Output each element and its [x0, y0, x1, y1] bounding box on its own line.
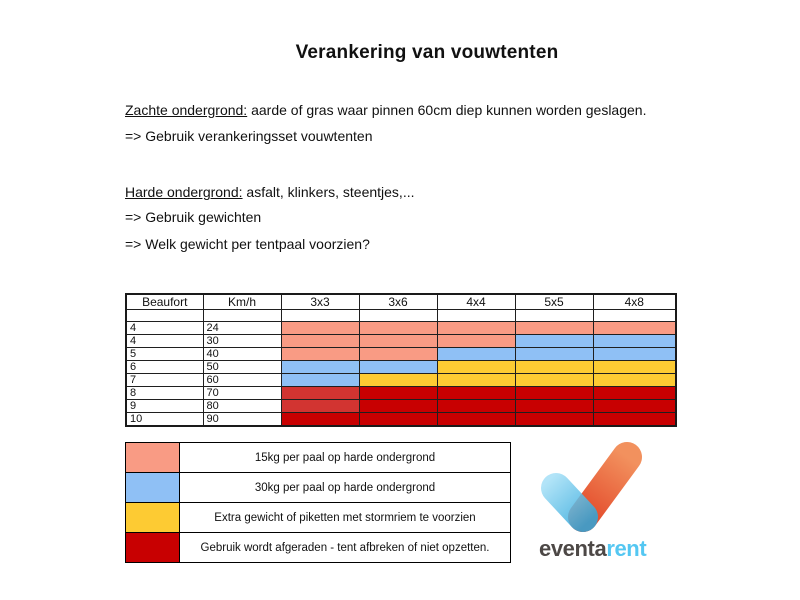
- hard-ground-line: [125, 184, 415, 200]
- salmon-risk-cell: [593, 322, 676, 335]
- yellow-risk-cell: [593, 374, 676, 387]
- value-cell: 80: [203, 400, 281, 413]
- table-row: [126, 310, 676, 322]
- legend-row: [126, 473, 511, 503]
- value-cell: 60: [203, 374, 281, 387]
- wind-weight-table: [125, 293, 677, 427]
- legend-row: [126, 533, 511, 563]
- yellow-risk-cell: [593, 361, 676, 374]
- legend-row: [126, 503, 511, 533]
- salmon-swatch: [126, 443, 180, 473]
- blue-risk-cell: [515, 348, 593, 361]
- table-row: [126, 413, 676, 427]
- logo-wordmark: [539, 536, 646, 562]
- red-risk-cell: [359, 400, 437, 413]
- salmon-risk-cell: [359, 322, 437, 335]
- blue-risk-cell: [281, 361, 359, 374]
- red-risk-cell: [437, 413, 515, 427]
- salmon-risk-cell: [359, 348, 437, 361]
- red-risk-cell: [359, 413, 437, 427]
- column-header: Km/h: [203, 294, 281, 310]
- value-cell: 30: [203, 335, 281, 348]
- table-row: [126, 322, 676, 335]
- page-title: Verankering van vouwtenten: [295, 42, 559, 63]
- table-row: [126, 361, 676, 374]
- value-cell: 7: [126, 374, 203, 387]
- red-risk-cell: [515, 413, 593, 427]
- yellow-risk-cell: [515, 374, 593, 387]
- column-header: Beaufort: [126, 294, 203, 310]
- yellow-risk-cell: [515, 361, 593, 374]
- salmon-risk-cell: [359, 335, 437, 348]
- empty-cell: [359, 310, 437, 322]
- value-cell: 4: [126, 335, 203, 348]
- wind-table-header-row: [126, 294, 676, 310]
- v-check-icon: [533, 430, 683, 535]
- value-cell: 90: [203, 413, 281, 427]
- column-header: 4x8: [593, 294, 676, 310]
- red-risk-cell: [515, 400, 593, 413]
- salmon-risk-cell: [515, 322, 593, 335]
- salmon-risk-cell: [281, 322, 359, 335]
- blue-swatch: [126, 473, 180, 503]
- hard-ground-action-1: => Gebruik gewichten: [125, 209, 262, 225]
- eventarent-logo: [533, 430, 683, 580]
- legend-label: 30kg per paal op harde ondergrond: [180, 473, 511, 503]
- red-risk-cell: [593, 400, 676, 413]
- legend-row: [126, 443, 511, 473]
- value-cell: 70: [203, 387, 281, 400]
- red-risk-cell: [281, 413, 359, 427]
- value-cell: 4: [126, 322, 203, 335]
- yellow-swatch: [126, 503, 180, 533]
- red-risk-cell: [593, 413, 676, 427]
- red-risk-cell: [515, 387, 593, 400]
- salmon-risk-cell: [437, 335, 515, 348]
- value-cell: 24: [203, 322, 281, 335]
- table-row: [126, 387, 676, 400]
- color-legend: [125, 442, 511, 563]
- legend-label: 15kg per paal op harde ondergrond: [180, 443, 511, 473]
- lightred-risk-cell: [281, 400, 359, 413]
- value-cell: 40: [203, 348, 281, 361]
- column-header: 3x3: [281, 294, 359, 310]
- yellow-risk-cell: [437, 361, 515, 374]
- blue-risk-cell: [593, 335, 676, 348]
- column-header: 4x4: [437, 294, 515, 310]
- soft-ground-heading: Zachte ondergrond:: [125, 102, 248, 118]
- value-cell: 9: [126, 400, 203, 413]
- salmon-risk-cell: [281, 335, 359, 348]
- column-header: 5x5: [515, 294, 593, 310]
- value-cell: 8: [126, 387, 203, 400]
- salmon-risk-cell: [281, 348, 359, 361]
- red-risk-cell: [359, 387, 437, 400]
- empty-cell: [593, 310, 676, 322]
- value-cell: 50: [203, 361, 281, 374]
- lightred-risk-cell: [281, 387, 359, 400]
- soft-ground-action: => Gebruik verankeringsset vouwtenten: [125, 128, 373, 144]
- table-row: [126, 374, 676, 387]
- wind-table-body: [126, 310, 676, 427]
- empty-cell: [437, 310, 515, 322]
- empty-cell: [203, 310, 281, 322]
- hard-ground-action-2: => Welk gewicht per tentpaal voorzien?: [125, 236, 370, 252]
- legend-label: Extra gewicht of piketten met stormriem te voorzien: [180, 503, 511, 533]
- empty-cell: [281, 310, 359, 322]
- logo-word-eventa: eventa: [539, 536, 607, 561]
- empty-cell: [515, 310, 593, 322]
- table-row: [126, 335, 676, 348]
- legend-body: [126, 443, 511, 563]
- hard-ground-description: asfalt, klinkers, steentjes,...: [242, 184, 415, 200]
- red-risk-cell: [437, 387, 515, 400]
- hard-ground-heading: Harde ondergrond:: [125, 184, 243, 200]
- yellow-risk-cell: [437, 374, 515, 387]
- value-cell: 5: [126, 348, 203, 361]
- yellow-risk-cell: [359, 374, 437, 387]
- salmon-risk-cell: [437, 322, 515, 335]
- blue-risk-cell: [593, 348, 676, 361]
- soft-ground-description: aarde of gras waar pinnen 60cm diep kunnen worden geslagen.: [247, 102, 647, 118]
- blue-risk-cell: [359, 361, 437, 374]
- blue-risk-cell: [281, 374, 359, 387]
- legend-label: Gebruik wordt afgeraden - tent afbreken of niet opzetten.: [180, 533, 511, 563]
- value-cell: 10: [126, 413, 203, 427]
- red-risk-cell: [437, 400, 515, 413]
- blue-risk-cell: [437, 348, 515, 361]
- logo-word-rent: rent: [606, 536, 647, 561]
- blue-risk-cell: [515, 335, 593, 348]
- table-row: [126, 400, 676, 413]
- table-row: [126, 348, 676, 361]
- empty-cell: [126, 310, 203, 322]
- red-swatch: [126, 533, 180, 563]
- red-risk-cell: [593, 387, 676, 400]
- column-header: 3x6: [359, 294, 437, 310]
- soft-ground-line: [125, 102, 646, 118]
- value-cell: 6: [126, 361, 203, 374]
